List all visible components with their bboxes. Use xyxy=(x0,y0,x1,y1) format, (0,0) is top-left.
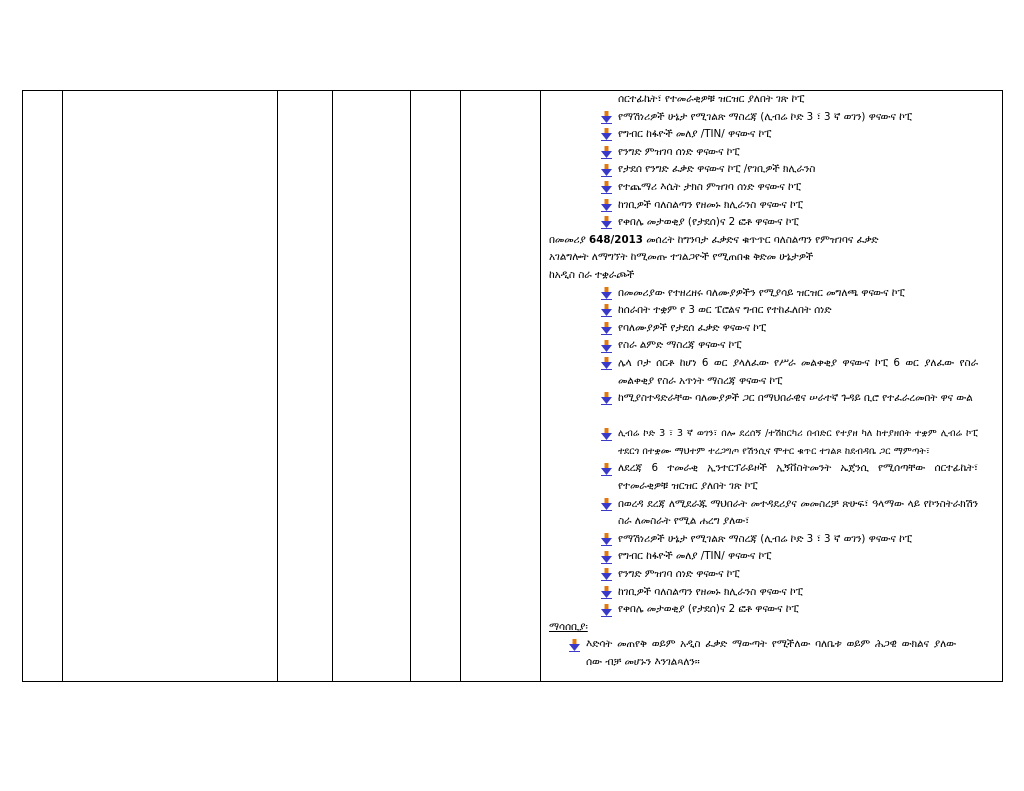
note-heading: ማሳሰቢያ፡ xyxy=(549,620,588,633)
list-item: ለደረጃ 6 ተመራቂ ኢንተርፕራይዞች ኢኝቨስትመንት ኤጀንሲ የሚሰጣቸው ሰርተፊኬት፣ የተመራቂዎቹ ዝርዝር ያለበት ገጽ ኮፒ xyxy=(547,460,994,495)
requirement-list xyxy=(547,109,994,232)
list-item: የማሽነሪዎች ሁኔታ የሚገልጽ ማስረጃ (ሊብሬ ኮድ 3 ፣ 3 ኛ ወገን) ዋናውና ኮፒ xyxy=(547,109,994,127)
list-item: የማሽነሪዎች ሁኔታ የሚገልጽ ማስረጃ (ሊብሬ ኮድ 3 ፣ 3 ኛ ወገን) ዋናውና ኮፒ xyxy=(547,531,994,549)
list-item: የግብር ከፋዮች መለያ /TIN/ ዋናውና ኮፒ xyxy=(547,126,994,144)
requirement-list xyxy=(547,531,994,619)
list-item: ሌላ ቦታ ሰርቶ ከሆነ 6 ወር ያላለፈው የሥራ መልቀቂያ ዋናውና ኮፒ 6 ወር ያለፈው የስራ መልቀቂያ የስራ አጥነት ማስረጃ ዋናውና ኮፒ xyxy=(547,355,994,390)
continued-text: ሰርተፊኬት፣ የተመራቂዎቹ ዝርዝር ያለበት ገጽ ኮፒ xyxy=(618,93,805,105)
list-item: በወረዳ ደረጃ ለሚደራጁ ማህበራት መተዳደሪያና መመስረቻ ጽሁፍ፣ ዓላማው ላይ የኮንስትራክሽን ስራ ለመስራት የሚል ሐረግ ያለው፣ xyxy=(547,496,994,531)
arrow-bullet-icon xyxy=(601,161,618,179)
list-item: የግብር ከፋዮች መለያ /TIN/ ዋናውና ኮፒ xyxy=(547,548,994,566)
arrow-bullet-icon xyxy=(601,337,618,355)
list-item: የንግድ ምዝገባ ሰነድ ዋናውና ኮፒ xyxy=(547,566,994,584)
empty-cell xyxy=(411,91,461,682)
empty-cell xyxy=(333,91,411,682)
arrow-bullet-icon xyxy=(601,126,618,144)
arrow-bullet-icon xyxy=(601,531,618,549)
table-row xyxy=(23,91,1003,682)
arrow-bullet-icon xyxy=(601,285,618,303)
list-item: የቀበሌ መታወቂያ (የታደሰ)ና 2 ፎቶ ዋናውና ኮፒ xyxy=(547,214,994,232)
list-item: ከሚያስተዳድራቸው ባለሙያዎች ጋር በማህበራዊና ሠራተኛ ጉዳይ ቢሮ የተፈራረመበት ዋና ውል xyxy=(547,390,994,425)
note-item: እድሳት መጠየቅ ወይም አዲስ ፈቃድ ማውጣት የሚችለው ባለቤቱ ወይም ሕጋዊ ውክልና ያለው ሰው ብቻ መሆኑን እንገልጻለን። xyxy=(547,636,994,671)
arrow-bullet-icon xyxy=(601,584,618,602)
arrow-bullet-icon xyxy=(601,197,618,215)
list-item: የተጨማሪ እሴት ታክስ ምዝገባ ሰነድ ዋናውና ኮፒ xyxy=(547,179,994,197)
empty-cell xyxy=(278,91,333,682)
intro-rest: መሰረት ከግንባታ ፈቃድና ቁጥጥር ባለስልጣን የምዝገባና ፈቃድ xyxy=(642,233,879,246)
list-item: የባለሙያዎች የታደሰ ፈቃድ ዋናውና ኮፒ xyxy=(547,320,994,338)
directive-number: 648/2013 xyxy=(589,233,643,246)
requirements-table xyxy=(22,90,1003,682)
list-item: ከገቢዎች ባለስልጣን የዘመኑ ክሊራንስ ዋናውና ኮፒ xyxy=(547,197,994,215)
list-item: የንግድ ምዝገባ ሰነድ ዋናውና ኮፒ xyxy=(547,144,994,162)
intro-prefix: በመመሪያ xyxy=(549,233,590,246)
requirements-text xyxy=(547,91,994,672)
empty-cell xyxy=(23,91,63,682)
list-item: ከገቢዎች ባለስልጣን የዘመኑ ክሊራንስ ዋናውና ኮፒ xyxy=(547,584,994,602)
arrow-bullet-icon xyxy=(601,566,618,584)
arrow-bullet-icon xyxy=(601,496,618,514)
arrow-bullet-icon xyxy=(601,109,618,127)
arrow-bullet-icon xyxy=(601,355,618,373)
arrow-bullet-icon xyxy=(569,636,586,654)
arrow-bullet-icon xyxy=(601,425,618,443)
arrow-bullet-icon xyxy=(601,460,618,478)
empty-cell xyxy=(63,91,278,682)
arrow-bullet-icon xyxy=(601,144,618,162)
arrow-bullet-icon xyxy=(601,390,618,408)
arrow-bullet-icon xyxy=(601,601,618,619)
directive-intro xyxy=(547,232,994,250)
arrow-bullet-icon xyxy=(601,548,618,566)
directive-intro-line2: አገልግሎት ለማግኘት ከሚመጡ ተገልጋዮች የሚጠበቁ ቅድመ ሁኔታዎች xyxy=(549,251,814,264)
list-item: በመመሪያው የተዘረዘሩ ባለሙያዎችን የሚያሳይ ዝርዝር መግለጫ ዋናውና ኮፒ xyxy=(547,285,994,303)
list-item: ከሰራበት ተቋም የ 3 ወር ፔሮልና ግብር የተከፈለበት ሰነድ xyxy=(547,302,994,320)
list-item: የታደሰ የንግድ ፈቃድ ዋናውና ኮፒ /የገቢዎች ክሊራንስ xyxy=(547,161,994,179)
list-item: ሊብሬ ኮድ 3 ፣ 3 ኛ ወገን፣ በሎ ደረሰኝ /ተሽከርካሪ በብድር የተያዘ ካለ ከተያዘበት ተቋም ሊብሬ ኮፒ ተደርጎ በተቋሙ ማህተም ተረጋግጦ የሽንሲና ሞተር ቁጥር ተገልጾ ከደብዳቤ ጋር ማምጣት፣ xyxy=(547,425,994,460)
requirements-cell xyxy=(541,91,1003,682)
arrow-bullet-icon xyxy=(601,214,618,232)
arrow-bullet-icon xyxy=(601,179,618,197)
arrow-bullet-icon xyxy=(601,320,618,338)
empty-cell xyxy=(461,91,541,682)
arrow-bullet-icon xyxy=(601,302,618,320)
requirement-list xyxy=(547,285,994,355)
list-item: የስራ ልምድ ማስረጃ ዋናውና ኮፒ xyxy=(547,337,994,355)
list-item: የቀበሌ መታወቂያ (የታደሰ)ና 2 ፎቶ ዋናውና ኮፒ xyxy=(547,601,994,619)
section-heading: ከአዲስ ስራ ተቋራጮች xyxy=(549,268,635,281)
